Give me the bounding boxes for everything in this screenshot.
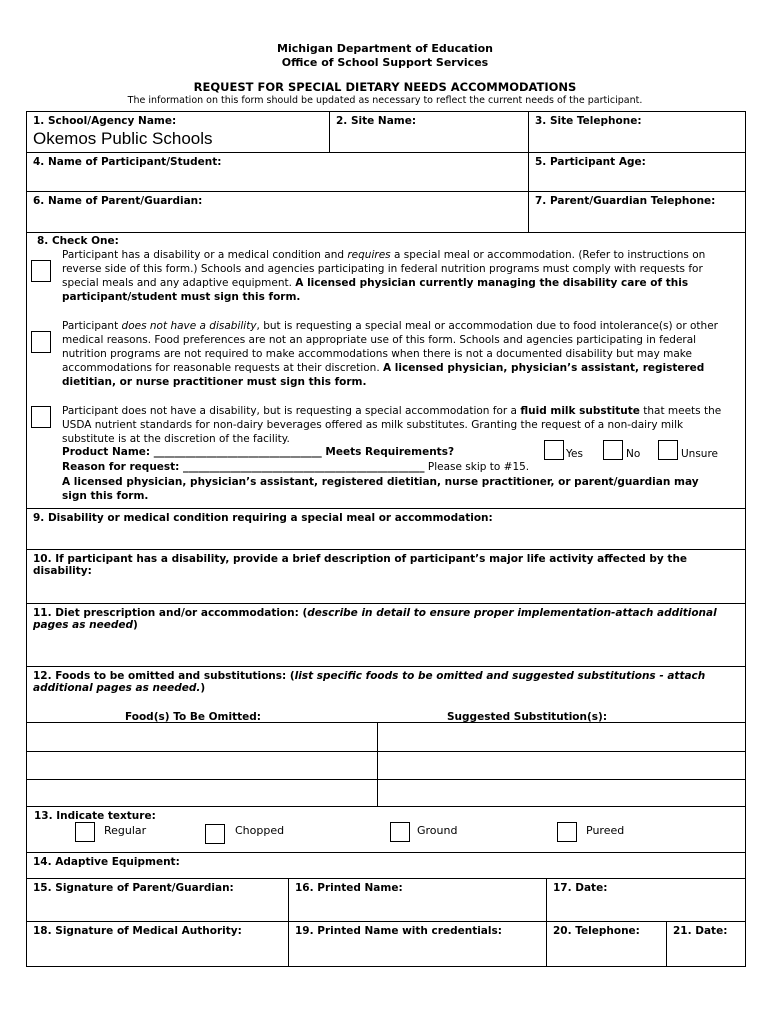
s17-label: 17. Date: xyxy=(553,882,608,894)
texture-ground-label: Ground xyxy=(417,824,458,837)
meets-no-label: No xyxy=(626,448,641,460)
participant-age-label: 5. Participant Age: xyxy=(535,156,646,168)
site-telephone-label: 3. Site Telephone: xyxy=(535,115,642,127)
food-omitted-row-3[interactable] xyxy=(26,779,378,807)
check-one-title: 8. Check One: xyxy=(37,235,119,247)
s21-label: 21. Date: xyxy=(673,925,728,937)
school-name-label: 1. School/Agency Name: xyxy=(33,115,177,127)
parent-telephone-label: 7. Parent/Guardian Telephone: xyxy=(535,195,716,207)
opt2-text-b: , but is requesting a special meal or accommodation due to food intolerance(s) or other medical reasons. Food preferences are not an appropriate use of this form. Schools and agencies participating in federal nutrition programs are not required to make accommodations when there is not a documented disability but may make accommodations for reasonable requests at their discretion. xyxy=(62,320,718,374)
parent-telephone-field[interactable] xyxy=(528,191,746,233)
medical-date-field[interactable] xyxy=(666,921,746,967)
s16-label: 16. Printed Name: xyxy=(295,882,403,894)
opt3-text-bold: fluid milk substitute xyxy=(520,405,640,417)
site-name-field[interactable] xyxy=(329,111,529,153)
form-intro: The information on this form should be updated as necessary to reflect the current needs of the participant. xyxy=(127,95,643,106)
s12-text-a: 12. Foods to be omitted and substitutions: ( xyxy=(33,670,295,682)
texture-regular-label: Regular xyxy=(104,824,147,837)
form-title: REQUEST FOR SPECIAL DIETARY NEEDS ACCOMMODATIONS xyxy=(193,80,577,94)
food-omitted-row-2[interactable] xyxy=(26,751,378,780)
skip-note: Please skip to #15. xyxy=(424,461,530,473)
meets-yes-label: Yes xyxy=(566,448,583,460)
option-no-disability-checkbox[interactable] xyxy=(31,331,51,353)
life-activity-field[interactable] xyxy=(26,549,746,604)
texture-pureed-checkbox[interactable] xyxy=(557,822,577,842)
opt3-text-b: that meets the USDA nutrient standards for non-dairy beverages offered as milk substitutes. Granting the request of a non-dairy milk substitute is at the discretion of the facility. xyxy=(62,405,722,445)
opt1-text-em: requires xyxy=(347,249,391,261)
opt2-text-bold: A licensed physician, physician’s assistant, registered dietitian, or nurse practitioner must sign this form. xyxy=(62,362,705,388)
product-name-line[interactable]: Product Name: ________________________________ Meets Requirements? xyxy=(62,446,455,458)
site-name-label: 2. Site Name: xyxy=(336,115,417,127)
s10-label: 10. If participant has a disability, provide a brief description of participant’s major life activity affected by the disability: xyxy=(33,553,688,577)
office-name: Office of School Support Services xyxy=(281,56,489,69)
texture-chopped-checkbox[interactable] xyxy=(205,824,225,844)
option-disability-text xyxy=(62,248,722,304)
medical-telephone-field[interactable] xyxy=(546,921,667,967)
s18-label: 18. Signature of Medical Authority: xyxy=(33,925,242,937)
parent-name-label: 6. Name of Parent/Guardian: xyxy=(33,195,203,207)
s20-label: 20. Telephone: xyxy=(553,925,640,937)
diet-prescription-field[interactable] xyxy=(26,603,746,667)
s9-label: 9. Disability or medical condition requiring a special meal or accommodation: xyxy=(33,512,493,524)
department-name: Michigan Department of Education xyxy=(277,42,493,55)
s11-text-a: 11. Diet prescription and/or accommodation: ( xyxy=(33,607,308,619)
option-milk-substitute-text xyxy=(62,404,722,446)
option-milk-substitute-checkbox[interactable] xyxy=(31,406,51,428)
opt1-text-bold: A licensed physician currently managing the disability care of this participant/student must sign this form. xyxy=(62,277,689,303)
participant-age-field[interactable] xyxy=(528,152,746,192)
parent-name-field[interactable] xyxy=(26,191,529,233)
foods-omitted-header: Food(s) To Be Omitted: xyxy=(125,711,261,723)
adaptive-equipment-field[interactable] xyxy=(26,852,746,879)
participant-name-label: 4. Name of Participant/Student: xyxy=(33,156,222,168)
option-no-disability-text xyxy=(62,319,722,389)
opt2-text-em: does not have a disability xyxy=(121,320,257,332)
substitution-row-3[interactable] xyxy=(377,779,746,807)
texture-pureed-label: Pureed xyxy=(586,824,625,837)
parent-signature-field[interactable] xyxy=(26,878,289,922)
meets-no-checkbox[interactable] xyxy=(603,440,623,460)
meets-unsure-label: Unsure xyxy=(681,448,719,460)
texture-chopped-label: Chopped xyxy=(235,824,285,837)
substitutions-header: Suggested Substitution(s): xyxy=(447,711,608,723)
medical-printed-name-field[interactable] xyxy=(288,921,547,967)
food-omitted-row-1[interactable] xyxy=(26,722,378,752)
school-name-value: Okemos Public Schools xyxy=(33,129,213,148)
meets-unsure-checkbox[interactable] xyxy=(658,440,678,460)
substitution-row-1[interactable] xyxy=(377,722,746,752)
opt1-text-b: a special meal or accommodation. (Refer to instructions on reverse side of this form.) Schools and agencies participating in federal nutrition programs must comply with requests for special meals and any adaptive equipment. xyxy=(62,249,706,289)
s11-text-b: ) xyxy=(133,619,138,631)
opt3-text-a: Participant does not have a disability, but is requesting a special accommodation for a xyxy=(62,405,521,417)
reason-line[interactable] xyxy=(62,461,529,473)
s13-label: 13. Indicate texture: xyxy=(34,810,156,822)
s15-label: 15. Signature of Parent/Guardian: xyxy=(33,882,234,894)
s19-label: 19. Printed Name with credentials: xyxy=(295,925,502,937)
substitution-row-2[interactable] xyxy=(377,751,746,780)
s11-text-em: describe in detail to ensure proper implementation-attach additional pages as needed xyxy=(33,607,717,631)
s12-text-b: ) xyxy=(200,682,206,694)
option-disability-checkbox[interactable] xyxy=(31,260,51,282)
opt1-text-a: Participant has a disability or a medical condition and xyxy=(62,249,348,261)
parent-printed-name-field[interactable] xyxy=(288,878,547,922)
disability-condition-field[interactable] xyxy=(26,508,746,550)
texture-ground-checkbox[interactable] xyxy=(390,822,410,842)
meets-yes-checkbox[interactable] xyxy=(544,440,564,460)
s12-text-em: list specific foods to be omitted and suggested substitutions - attach additional pages as needed. xyxy=(33,670,706,694)
medical-signature-field[interactable] xyxy=(26,921,289,967)
participant-name-field[interactable] xyxy=(26,152,529,192)
parent-date-field[interactable] xyxy=(546,878,746,922)
reason-label: Reason for request: ______________________________________________ xyxy=(62,461,425,473)
s14-label: 14. Adaptive Equipment: xyxy=(33,856,180,868)
opt3-signature-note: A licensed physician, physician’s assistant, registered dietitian, nurse practitioner, or parent/guardian may sign this form. xyxy=(62,476,699,502)
texture-regular-checkbox[interactable] xyxy=(75,822,95,842)
opt2-text-a: Participant xyxy=(62,320,122,332)
site-telephone-field[interactable] xyxy=(528,111,746,153)
school-name-field[interactable] xyxy=(26,111,330,153)
